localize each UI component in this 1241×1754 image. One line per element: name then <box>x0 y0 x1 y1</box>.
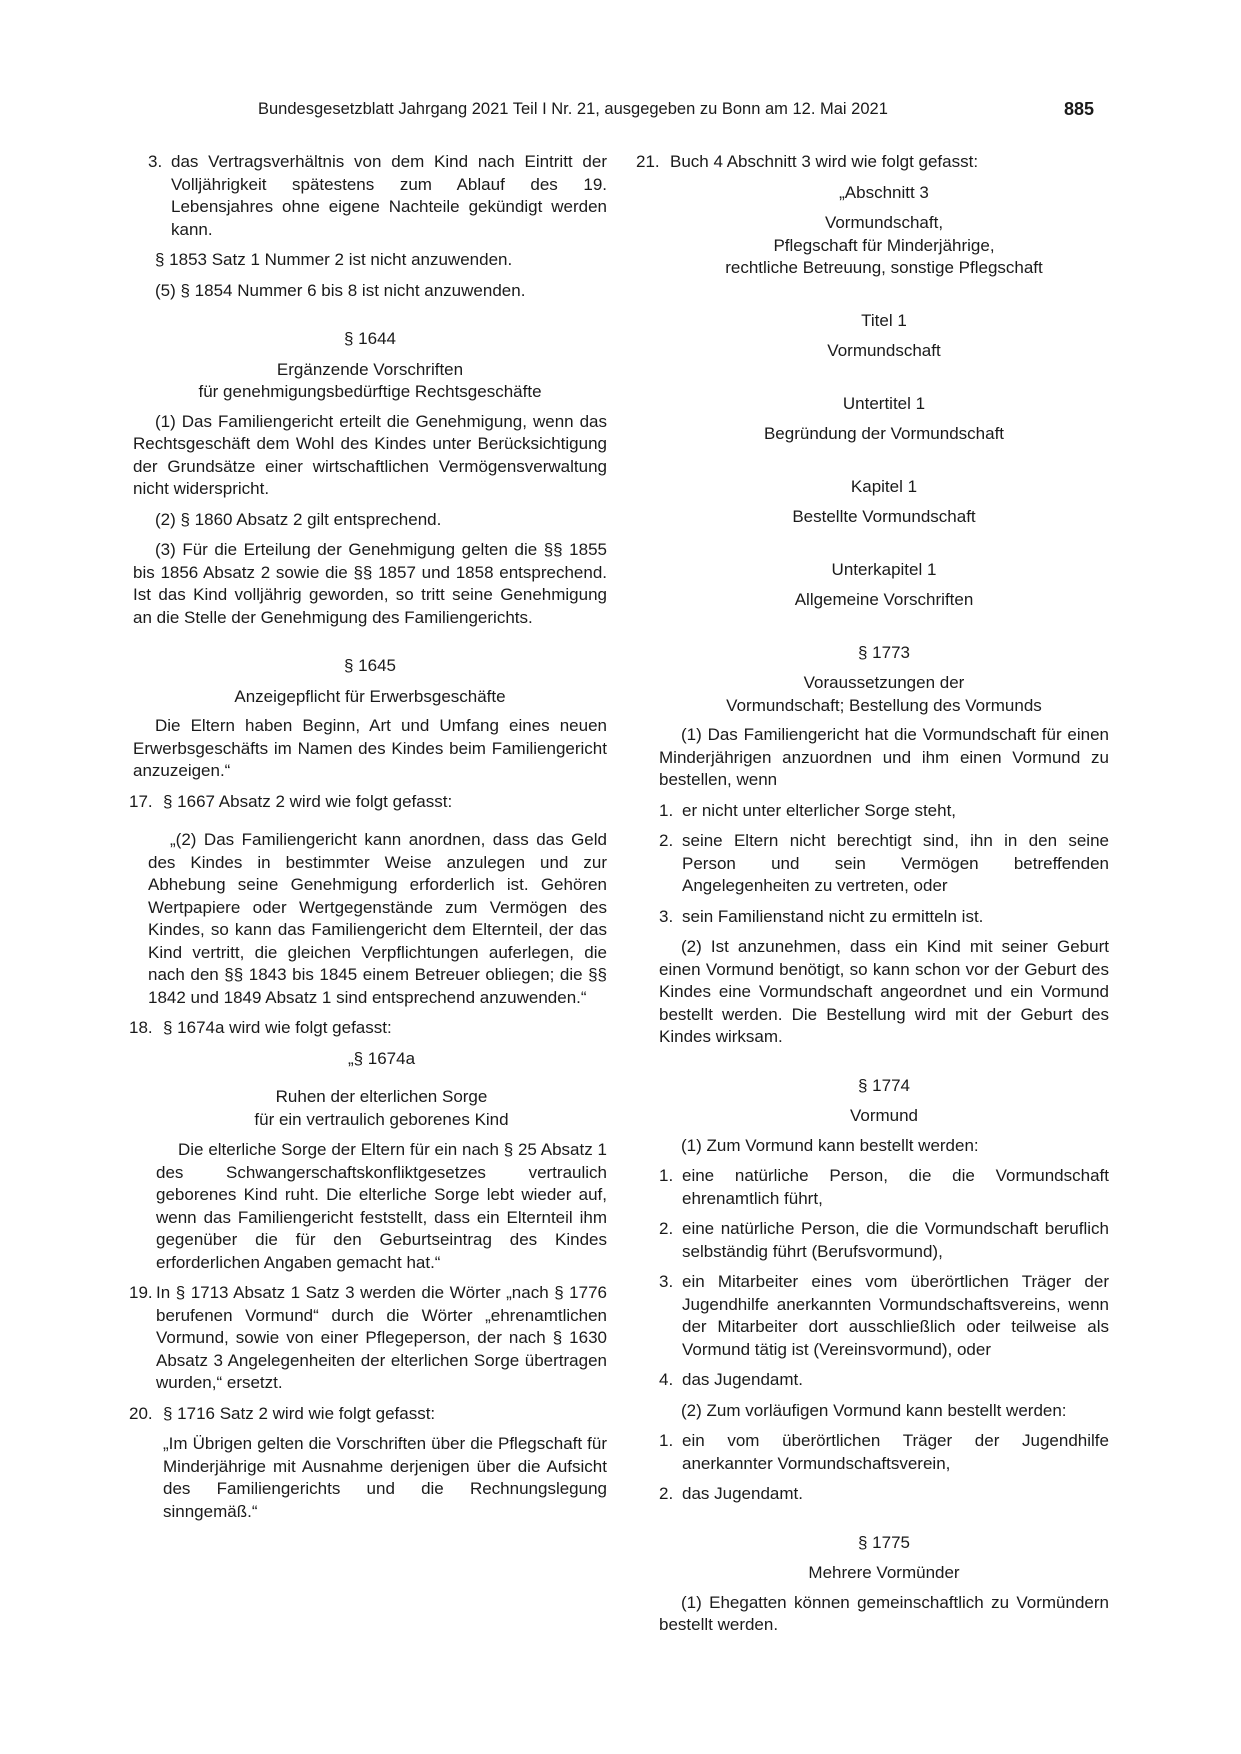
quote-paragraph: Die elterliche Sorge der Eltern für ein nach § 25 Absatz 1 des Schwangerschaftskonfliktgesetzes vertraulich geborenes Kind ruht. Die elterliche Sorge lebt wieder auf, wenn das Familiengericht feststellt, dass ein Elternteil ihm gegenüber die für den Geburtseintrag des Kindes erforderlichen Angaben gemacht hat.“ <box>156 1140 607 1272</box>
quote-paragraph: „(2) Das Familiengericht kann anordnen, dass das Geld des Kindes in bestimmter Weise anzulegen und zur Abhebung seine Genehmigung erforderlich ist. Gehören Wertpapiere oder Wertgegenstände zum Vermögen des Kindes, so kann das Familiengericht dem Elternteil, der das Kind vertritt, die gleichen Verpflichtungen auferlegen, die nach den §§ 1843 bis 1845 einem Betreuer obliegen; die §§ 1842 und 1849 Absatz 1 sind entsprechend anzuwenden.“ <box>148 830 607 1007</box>
section-number: § 1773 <box>858 642 910 662</box>
list-item <box>659 1369 1109 1392</box>
item-text: das Jugendamt. <box>682 1370 803 1389</box>
paragraph: (2) Ist anzunehmen, dass ein Kind mit seiner Geburt einen Vormund benötigt, so kann schon vor der Geburt des Kindes eine Vormundschaft angeordnet und ein Vormund bestellt werden. Die Bestellung wird mit der Geburt des Kindes wirksam. <box>659 937 1109 1046</box>
heading-title: Vormundschaft, <box>824 213 944 232</box>
list-item <box>636 151 1109 174</box>
heading-untertitel-name: Begründung der Vormundschaft <box>763 424 1005 443</box>
section-title: Ergänzende Vorschriften <box>276 359 464 379</box>
heading-abschnitt: „Abschnitt 3 <box>839 182 929 202</box>
heading-untertitel: Untertitel 1 <box>842 393 926 413</box>
paragraph: (1) Ehegatten können gemeinschaftlich zu Vormündern bestellt werden. <box>659 1592 1109 1634</box>
heading-kapitel: Kapitel 1 <box>850 476 918 496</box>
list-item <box>659 1271 1109 1361</box>
list-item <box>133 151 607 241</box>
list-item <box>659 1430 1109 1475</box>
section-title: Voraussetzungen der <box>803 673 965 692</box>
paragraph: (1) Zum Vormund kann bestellt werden: <box>681 1135 979 1155</box>
section-1773-body <box>659 724 1109 1637</box>
section-title: Anzeigepflicht für Erwerbsgeschäfte <box>234 686 506 706</box>
item-number: 18. <box>129 1018 153 1037</box>
section-number: „§ 1674a <box>347 1048 416 1068</box>
section-number: § 1644 <box>344 329 396 348</box>
item-text: § 1716 Satz 2 wird wie folgt gefasst: <box>163 1403 436 1423</box>
item-text: sein Familienstand nicht zu ermitteln ist. <box>682 906 984 926</box>
list-item <box>659 1165 1109 1210</box>
list-item <box>129 1282 607 1395</box>
section-title: Vormund <box>849 1106 919 1125</box>
item-number: 17. <box>129 791 153 811</box>
section-number: § 1775 <box>858 1532 910 1552</box>
list-item <box>659 800 1109 823</box>
right-column <box>636 151 1109 1637</box>
list-item <box>659 1483 1109 1506</box>
page-number: 885 <box>1064 99 1095 119</box>
item-text: das Vertragsverhältnis von dem Kind nach Eintritt der Volljährigkeit spätestens zum Ablauf des 19. Lebensjahres ohne eigene Nachteile gekündigt werden kann. <box>171 152 607 239</box>
list-item <box>129 1403 607 1426</box>
item-text: § 1674a wird wie folgt gefasst: <box>163 1018 392 1037</box>
heading-kapitel-name: Bestellte Vormundschaft <box>792 507 976 526</box>
paragraph: § 1853 Satz 1 Nummer 2 ist nicht anzuwenden. <box>155 250 513 269</box>
item-text: das Jugendamt. <box>682 1484 803 1503</box>
item-text: Buch 4 Abschnitt 3 wird wie folgt gefasst: <box>670 152 979 171</box>
item-number: 3. <box>148 152 163 171</box>
item-text: eine natürliche Person, die die Vormundschaft beruflich selbständig führt (Berufsvormund), <box>682 1219 1109 1261</box>
list-item <box>129 791 607 814</box>
item-number: 4. <box>659 1370 674 1389</box>
list-item <box>129 1017 607 1040</box>
quote-paragraph: „Im Übrigen gelten die Vorschriften über die Pflegschaft für Minderjährige mit Ausnahme derjenigen über die Aufsicht des Familiengerichts und die Rechnungslegung sinngemäß.“ <box>163 1434 607 1521</box>
paragraph: (1) Das Familiengericht erteilt die Genehmigung, wenn das Rechtsgeschäft dem Wohl des Kindes unter Berücksichtigung der Grundsätze einer wirtschaftlichen Vermögensverwaltung nicht widerspricht. <box>133 411 607 498</box>
section-title: für ein vertraulich geborenes Kind <box>254 1109 509 1129</box>
section-number: § 1645 <box>344 656 396 675</box>
section-title: Ruhen der elterlichen Sorge <box>275 1087 488 1106</box>
gazette-title: Bundesgesetzblatt Jahrgang 2021 Teil I Nr. 21, ausgegeben zu Bonn am 12. Mai 2021 <box>258 100 888 118</box>
section-title: für genehmigungsbedürftige Rechtsgeschäfte <box>198 382 542 401</box>
item-number: 2. <box>659 1484 674 1503</box>
item-text: In § 1713 Absatz 1 Satz 3 werden die Wörter „nach § 1776 berufenen Vormund“ durch die Wörter „ehrenamtlichen Vormund, sowie von einer Pflegeperson, der nach § 1630 Absatz 3 Angelegenheiten der elterlichen Sorge übertragen wurden,“ ersetzt. <box>156 1283 607 1392</box>
list-item <box>659 830 1109 898</box>
item-number: 2. <box>659 831 674 850</box>
heading-titel: Titel 1 <box>861 310 907 330</box>
item-number: 3. <box>659 906 674 926</box>
paragraph: Die Eltern haben Beginn, Art und Umfang eines neuen Erwerbsgeschäfts im Namen des Kindes beim Familiengericht anzuzeigen.“ <box>133 716 607 780</box>
section-title: Mehrere Vormünder <box>808 1563 960 1582</box>
list-item <box>659 906 1109 929</box>
page-header <box>0 97 1241 125</box>
section-title: Vormundschaft; Bestellung des Vormunds <box>726 695 1042 715</box>
item-text: seine Eltern nicht berechtigt sind, ihn in den seine Person und sein Vermögen betreffenden Angelegenheiten zu vertreten, oder <box>682 831 1109 895</box>
item-number: 19. <box>129 1283 153 1302</box>
paragraph: (2) § 1860 Absatz 2 gilt entsprechend. <box>155 509 442 529</box>
item-text: er nicht unter elterlicher Sorge steht, <box>682 800 957 820</box>
item-number: 1. <box>659 800 674 820</box>
paragraph: (5) § 1854 Nummer 6 bis 8 ist nicht anzuwenden. <box>155 280 526 300</box>
list-item <box>659 1218 1109 1263</box>
item-text: ein Mitarbeiter eines vom überörtlichen Träger der Jugendhilfe anerkannten Vormundschaftsvereins, wenn der Mitarbeiter dort ausschließlich oder teilweise als Vormund tätig ist (Vereinsvormund), oder <box>682 1272 1109 1359</box>
paragraph: (2) Zum vorläufigen Vormund kann bestellt werden: <box>681 1400 1067 1420</box>
heading-title: Pflegschaft für Minderjährige, <box>773 235 995 255</box>
item-number: 1. <box>659 1431 674 1450</box>
heading-titel-name: Vormundschaft <box>827 341 941 360</box>
item-text: § 1667 Absatz 2 wird wie folgt gefasst: <box>163 791 453 811</box>
heading-unterkapitel-name: Allgemeine Vorschriften <box>794 590 974 609</box>
item-number: 21. <box>636 152 660 171</box>
left-column <box>129 151 607 1523</box>
item-number: 3. <box>659 1272 674 1291</box>
item-text: ein vom überörtlichen Träger der Jugendhilfe anerkannter Vormundschaftsverein, <box>682 1431 1109 1473</box>
item-number: 20. <box>129 1403 153 1423</box>
paragraph: (3) Für die Erteilung der Genehmigung gelten die §§ 1855 bis 1856 Absatz 2 sowie die §§ 1857 und 1858 entsprechend. Ist das Kind volljährig geworden, so tritt seine Genehmigung an die Stelle der Genehmigung des Familiengerichts. <box>133 540 607 627</box>
item-number: 1. <box>659 1166 674 1185</box>
item-text: eine natürliche Person, die die Vormundschaft ehrenamtlich führt, <box>682 1166 1109 1208</box>
heading-unterkapitel: Unterkapitel 1 <box>831 559 937 579</box>
paragraph: (1) Das Familiengericht hat die Vormundschaft für einen Minderjährigen anzuordnen und ihm einen Vormund zu bestellen, wenn <box>659 725 1109 789</box>
heading-block <box>659 310 1109 718</box>
section-number: § 1774 <box>858 1075 910 1095</box>
heading-title: rechtliche Betreuung, sonstige Pflegschaft <box>725 258 1043 277</box>
item-number: 2. <box>659 1219 674 1238</box>
